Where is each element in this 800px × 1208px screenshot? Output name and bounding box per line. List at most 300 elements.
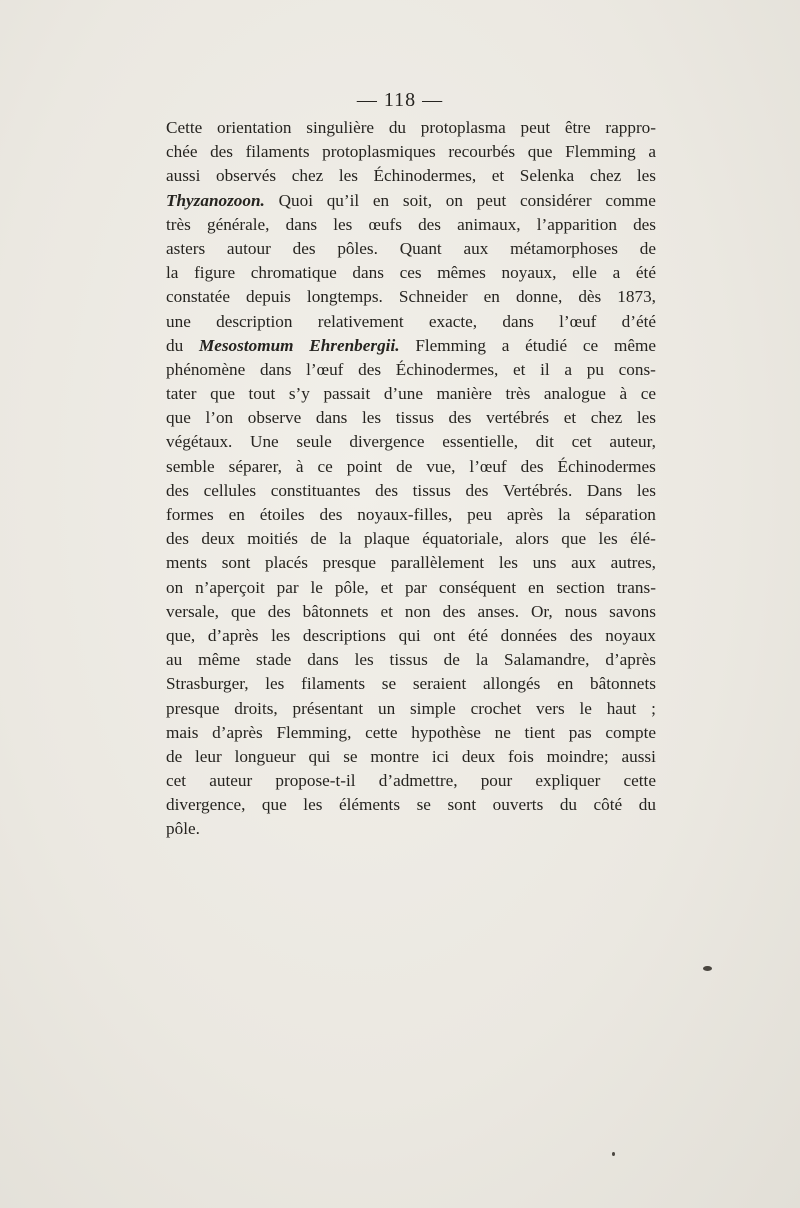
word: peut — [476, 190, 507, 210]
word: manière — [436, 384, 492, 404]
word: l’œuf — [306, 359, 344, 379]
ink-speck — [703, 966, 712, 971]
text-line — [166, 334, 656, 358]
word: les — [271, 625, 291, 645]
word: cet — [166, 771, 187, 791]
word: semble — [166, 456, 215, 476]
word: protoplasmiques — [322, 142, 436, 162]
word: tout — [248, 384, 276, 404]
word: des — [292, 238, 316, 258]
word: presque — [322, 553, 377, 573]
word: Échinodermes — [557, 456, 656, 476]
word: vue, — [426, 456, 456, 476]
word: exacte, — [428, 311, 478, 331]
word: Ehrenbergii. — [309, 335, 400, 355]
text-line — [166, 285, 656, 309]
text-line — [166, 430, 656, 454]
word: de — [443, 650, 460, 670]
word: dans — [285, 214, 318, 234]
word: haut — [606, 698, 637, 718]
word: anses. — [477, 601, 520, 621]
word: dans — [259, 359, 292, 379]
body-text — [166, 116, 656, 842]
text-line — [166, 358, 656, 382]
word: montre — [370, 746, 420, 766]
word: Quoi — [278, 190, 313, 210]
word: droits, — [234, 698, 278, 718]
word: recourbés — [448, 142, 516, 162]
word: côté — [593, 795, 623, 815]
text-line — [166, 793, 656, 817]
word: éléments — [338, 795, 401, 815]
word: ont — [433, 625, 456, 645]
word: de — [166, 746, 183, 766]
word: d’admettre, — [378, 771, 458, 791]
word: phénomène — [166, 359, 246, 379]
word: le — [579, 698, 592, 718]
word: se — [343, 746, 358, 766]
text-line — [166, 382, 656, 406]
word: autres, — [610, 553, 656, 573]
word: Flemming — [415, 335, 486, 355]
word: donne, — [515, 287, 563, 307]
text-line — [166, 140, 656, 164]
word: a — [612, 263, 621, 283]
word: aussi — [621, 746, 656, 766]
text-line — [166, 600, 656, 624]
word: considérer — [520, 190, 592, 210]
word: se — [381, 674, 397, 694]
word: uns — [532, 553, 557, 573]
word: passait — [323, 384, 371, 404]
word: ce — [640, 384, 656, 404]
word: il — [540, 359, 550, 379]
word: données — [500, 625, 557, 645]
word: mêmes — [437, 263, 486, 283]
word: bâtonnets — [302, 601, 369, 621]
word: ments — [166, 553, 208, 573]
word: expliquer — [535, 771, 601, 791]
word: que — [527, 142, 553, 162]
word: mais — [166, 722, 199, 742]
word: propose-t-il — [275, 771, 356, 791]
text-line — [166, 576, 656, 600]
word: section — [556, 577, 605, 597]
word: bâtonnets — [590, 674, 656, 694]
word: n’aperçoit — [195, 577, 265, 597]
word: d’après — [212, 722, 263, 742]
word: Mesostomum — [198, 335, 294, 355]
word: des — [569, 625, 593, 645]
word: fois — [508, 746, 534, 766]
word: par — [404, 577, 427, 597]
text-line — [166, 479, 656, 503]
word: noyaux — [605, 625, 656, 645]
word: point — [346, 456, 383, 476]
word: asters — [166, 238, 206, 258]
word: les — [598, 529, 618, 549]
word: séparation — [585, 505, 656, 524]
text-line — [166, 261, 656, 285]
page-number: — 118 — — [356, 89, 444, 111]
word: aussi — [166, 166, 201, 186]
word: les — [636, 166, 656, 186]
word: des — [358, 359, 382, 379]
word: ce — [317, 456, 333, 476]
word: des — [520, 456, 544, 476]
word: l’on — [205, 408, 234, 428]
text-line — [166, 769, 656, 793]
word: au — [166, 650, 183, 670]
word: Dans — [586, 480, 623, 500]
word: aux — [463, 238, 489, 258]
word: même — [613, 335, 656, 355]
word: des — [418, 214, 441, 234]
word: depuis — [246, 287, 291, 307]
word: simple — [409, 698, 456, 718]
word: tater — [166, 384, 197, 404]
word: que — [230, 601, 256, 621]
word: des — [465, 480, 489, 500]
word: les — [265, 674, 285, 694]
word: pôles. — [337, 238, 378, 258]
word: la — [166, 263, 179, 283]
word: cette — [623, 771, 656, 791]
word: ; — [651, 698, 656, 718]
word: des — [166, 529, 189, 549]
word: chez — [590, 408, 623, 428]
word: Échinodermes, — [373, 166, 477, 186]
word: en — [528, 577, 545, 597]
word: Flemming, — [276, 722, 352, 742]
word: pas — [568, 722, 592, 742]
word: essentielle, — [442, 432, 519, 452]
word: chromatique — [250, 263, 337, 283]
word: dans — [315, 408, 348, 428]
word: figure — [194, 263, 236, 283]
word: ce — [582, 335, 599, 355]
word: description — [216, 311, 293, 331]
word: allongés — [483, 674, 541, 694]
word: les — [338, 166, 358, 186]
word: rappro- — [605, 118, 656, 137]
word: l’œuf — [559, 311, 597, 331]
word: les — [636, 408, 656, 428]
word: d’été — [621, 311, 656, 331]
text-line — [166, 672, 656, 696]
word: moitiés — [247, 529, 298, 549]
word: pôle. — [166, 819, 200, 839]
word: que — [166, 408, 191, 428]
word: étudié — [525, 335, 568, 355]
word: noyaux-filles, — [357, 505, 453, 524]
word: sont — [447, 795, 477, 815]
word: végétaux. — [166, 432, 233, 452]
word: la — [475, 650, 489, 670]
word: longtemps. — [306, 287, 383, 307]
word: tissus — [389, 650, 428, 670]
word: le — [310, 577, 323, 597]
word: qui — [308, 746, 331, 766]
word: Une — [250, 432, 279, 452]
word: Cette — [166, 118, 203, 137]
word: chée — [166, 142, 198, 162]
word: descriptions — [302, 625, 386, 645]
word: placés — [265, 553, 308, 573]
word: en — [557, 674, 574, 694]
word: élé- — [630, 529, 656, 549]
word: d’après — [207, 625, 259, 645]
word: soit, — [402, 190, 433, 210]
word: singulière — [306, 118, 375, 137]
word: et — [380, 601, 393, 621]
word: compte — [605, 722, 656, 742]
word: Quant — [399, 238, 442, 258]
word: divergence — [349, 432, 425, 452]
word: ici — [431, 746, 450, 766]
word: des — [319, 505, 343, 524]
word: presque — [166, 698, 220, 718]
word: Salamandre, — [504, 650, 590, 670]
word: équatoriale, — [422, 529, 503, 549]
word: de — [639, 238, 656, 258]
word: du — [559, 795, 577, 815]
word: par — [276, 577, 299, 597]
word: dans — [352, 263, 384, 283]
word: en — [483, 287, 500, 307]
word: les — [303, 795, 323, 815]
word: filaments — [301, 674, 366, 694]
text-line — [166, 189, 656, 213]
word: aux — [571, 553, 596, 573]
word: moindre; — [546, 746, 609, 766]
word: protoplasma — [420, 118, 506, 137]
word: après — [506, 505, 544, 524]
word: à — [619, 384, 628, 404]
word: cette — [365, 722, 398, 742]
word: auteur — [209, 771, 253, 791]
word: Vertébrés. — [503, 480, 573, 500]
word: les — [498, 553, 518, 573]
word: cet — [571, 432, 592, 452]
word: analogue — [543, 384, 606, 404]
word: ces — [399, 263, 422, 283]
word: et — [380, 577, 394, 597]
word: pôle, — [334, 577, 369, 597]
text-line — [166, 648, 656, 672]
word: tissus — [412, 480, 451, 500]
word: cellules — [203, 480, 257, 500]
word: crochet — [470, 698, 522, 718]
word: et — [491, 166, 505, 186]
word: relativement — [317, 311, 404, 331]
ink-speck — [612, 1152, 615, 1156]
word: versale, — [166, 601, 219, 621]
word: une — [166, 311, 191, 331]
word: l’apparition — [536, 214, 617, 234]
word: pu — [586, 359, 604, 379]
word: on — [166, 577, 184, 597]
word: vertébrés — [486, 408, 550, 428]
word: observe — [247, 408, 302, 428]
word: Or, — [530, 601, 553, 621]
word: hypothèse — [411, 722, 481, 742]
word: que — [561, 529, 587, 549]
word: en — [228, 505, 245, 524]
word: du — [638, 795, 656, 815]
word: d’après — [605, 650, 656, 670]
word: du — [166, 335, 184, 355]
word: conséquent — [438, 577, 517, 597]
word: des — [442, 601, 466, 621]
word: du — [388, 118, 407, 137]
word: ouverts — [492, 795, 544, 815]
text-line — [166, 817, 656, 841]
word: présentant — [292, 698, 364, 718]
word: nous — [564, 601, 598, 621]
word: Échinodermes, — [395, 359, 499, 379]
word: autour — [226, 238, 271, 258]
word: chez — [589, 166, 622, 186]
word: l’œuf — [469, 456, 507, 476]
word: d’une — [383, 384, 423, 404]
word: séparer, — [228, 456, 282, 476]
text-line — [166, 721, 656, 745]
word: des — [633, 214, 656, 234]
word: Flemming — [565, 142, 636, 162]
text-line — [166, 116, 656, 140]
word: orientation — [217, 118, 292, 137]
word: filaments — [245, 142, 310, 162]
text-line — [166, 551, 656, 575]
word: en — [372, 190, 390, 210]
word: leur — [195, 746, 222, 766]
word: la — [339, 529, 352, 549]
word: parallèlement — [390, 553, 485, 573]
word: non — [404, 601, 431, 621]
word: étoiles — [259, 505, 305, 524]
word: seraient — [412, 674, 467, 694]
word: on — [445, 190, 463, 210]
word: très — [166, 214, 191, 234]
word: s’y — [288, 384, 310, 404]
word: trans- — [616, 577, 656, 597]
word: dans — [502, 311, 534, 331]
word: chez — [291, 166, 324, 186]
word: peu — [467, 505, 492, 524]
text-line — [166, 213, 656, 237]
word: que, — [166, 625, 196, 645]
word: la — [557, 505, 571, 524]
text-line — [166, 503, 656, 527]
word: été — [635, 263, 656, 283]
word: ne — [494, 722, 511, 742]
word: des — [448, 408, 472, 428]
word: stade — [255, 650, 292, 670]
text-line — [166, 406, 656, 430]
word: animaux, — [457, 214, 521, 234]
text-line — [166, 697, 656, 721]
word: qu’il — [326, 190, 360, 210]
word: constituantes — [270, 480, 361, 500]
word: et — [513, 359, 526, 379]
word: observés — [215, 166, 277, 186]
word: Thyzanozoon. — [166, 190, 265, 210]
word: pour — [480, 771, 513, 791]
word: qui — [398, 625, 421, 645]
word: Selenka — [519, 166, 575, 186]
word: très — [505, 384, 531, 404]
word: longueur — [234, 746, 296, 766]
word: a — [564, 359, 573, 379]
word: deux — [201, 529, 235, 549]
word: divergence, — [166, 795, 246, 815]
word: dans — [307, 650, 339, 670]
word: être — [564, 118, 591, 137]
word: noyaux, — [501, 263, 557, 283]
word: alors — [515, 529, 549, 549]
text-line — [166, 164, 656, 188]
text-line — [166, 237, 656, 261]
word: deux — [461, 746, 496, 766]
word: été — [467, 625, 488, 645]
word: des — [210, 142, 233, 162]
word: seule — [296, 432, 332, 452]
word: formes — [166, 505, 214, 524]
word: plaque — [363, 529, 410, 549]
word: 1873, — [617, 287, 656, 307]
word: des — [375, 480, 399, 500]
word: vers — [536, 698, 565, 718]
word: et — [563, 408, 577, 428]
word: dès — [578, 287, 602, 307]
word: cons- — [618, 359, 656, 379]
word: générale, — [206, 214, 270, 234]
word: constatée — [166, 287, 230, 307]
text-line — [166, 310, 656, 334]
text-line — [166, 745, 656, 769]
word: même — [198, 650, 241, 670]
word: peut — [520, 118, 551, 137]
word: tient — [524, 722, 556, 742]
word: de — [310, 529, 327, 549]
word: les — [636, 480, 656, 500]
word: les — [354, 650, 374, 670]
word: des — [166, 480, 189, 500]
word: que — [210, 384, 235, 404]
word: Schneider — [398, 287, 468, 307]
word: a — [648, 142, 656, 162]
word: sont — [221, 553, 251, 573]
word: dit — [535, 432, 554, 452]
word: les — [361, 408, 382, 428]
text-line — [166, 624, 656, 648]
word: comme — [605, 190, 656, 210]
text-line — [166, 455, 656, 479]
word: à — [295, 456, 304, 476]
word: que — [261, 795, 287, 815]
word: les — [333, 214, 353, 234]
text-line — [166, 527, 656, 551]
word: savons — [609, 601, 656, 621]
word: tissus — [395, 408, 434, 428]
word: Strasburger, — [166, 674, 249, 694]
word: métamorphoses — [510, 238, 618, 258]
word: se — [416, 795, 431, 815]
word: de — [396, 456, 413, 476]
word: des — [267, 601, 291, 621]
word: a — [501, 335, 510, 355]
